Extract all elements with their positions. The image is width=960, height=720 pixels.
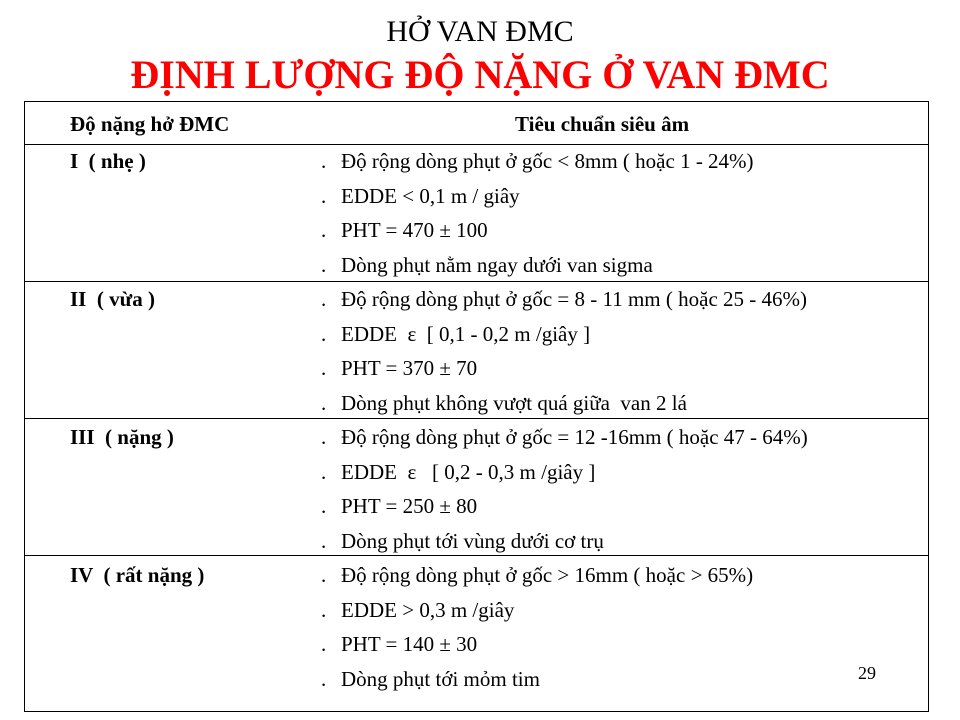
table-row-criterion: . Độ rộng dòng phụt ở gốc = 12 -16mm ( hoặc 47 - 64%): [321, 425, 808, 449]
row-divider: [25, 555, 928, 556]
table-row-criterion: . EDDE > 0,3 m /giây: [321, 598, 515, 622]
header-severity: Độ nặng hở ĐMC: [70, 112, 230, 136]
slide-title: ĐỊNH LƯỢNG ĐỘ NẶNG Ở VAN ĐMC: [130, 52, 830, 97]
row-divider: [25, 281, 928, 282]
table-row-criterion: . Dòng phụt không vượt quá giữa van 2 lá: [321, 391, 687, 415]
table-row-criterion: . Dòng phụt tới vùng dưới cơ trụ: [321, 529, 604, 553]
slide-subtitle: HỞ VAN ĐMC: [386, 15, 574, 48]
table-row-criterion: . EDDE ε [ 0,1 - 0,2 m /giây ]: [321, 322, 591, 346]
table-row-criterion: . Độ rộng dòng phụt ở gốc < 8mm ( hoặc 1 - 24%): [321, 149, 754, 173]
grade-4-label: IV ( rất nặng ): [70, 563, 205, 587]
table-row-criterion: . PHT = 140 ± 30: [321, 632, 478, 656]
table-row-criterion: . EDDE < 0,1 m / giây: [321, 184, 520, 208]
severity-table: [24, 101, 929, 712]
table-row-criterion: . PHT = 470 ± 100: [321, 218, 488, 242]
table-row-criterion: . Dòng phụt nằm ngay dưới van sigma: [321, 253, 653, 277]
table-row-criterion: . Độ rộng dòng phụt ở gốc > 16mm ( hoặc > 65%): [321, 563, 754, 587]
row-divider: [25, 144, 928, 145]
grade-2-label: II ( vừa ): [70, 287, 155, 311]
grade-3-label: III ( nặng ): [70, 425, 174, 449]
table-row-criterion: . PHT = 370 ± 70: [321, 356, 478, 380]
row-divider: [25, 418, 928, 419]
header-criteria: Tiêu chuẩn siêu âm: [515, 112, 690, 136]
grade-1-label: I ( nhẹ ): [70, 149, 146, 173]
table-row-criterion: . Độ rộng dòng phụt ở gốc = 8 - 11 mm ( hoặc 25 - 46%): [321, 287, 808, 311]
table-row-criterion: . PHT = 250 ± 80: [321, 494, 478, 518]
table-header-row: [25, 102, 928, 145]
table-row-criterion: . Dòng phụt tới mỏm tim: [321, 667, 540, 691]
page-number: 29: [858, 663, 876, 683]
table-row-criterion: . EDDE ε [ 0,2 - 0,3 m /giây ]: [321, 460, 596, 484]
